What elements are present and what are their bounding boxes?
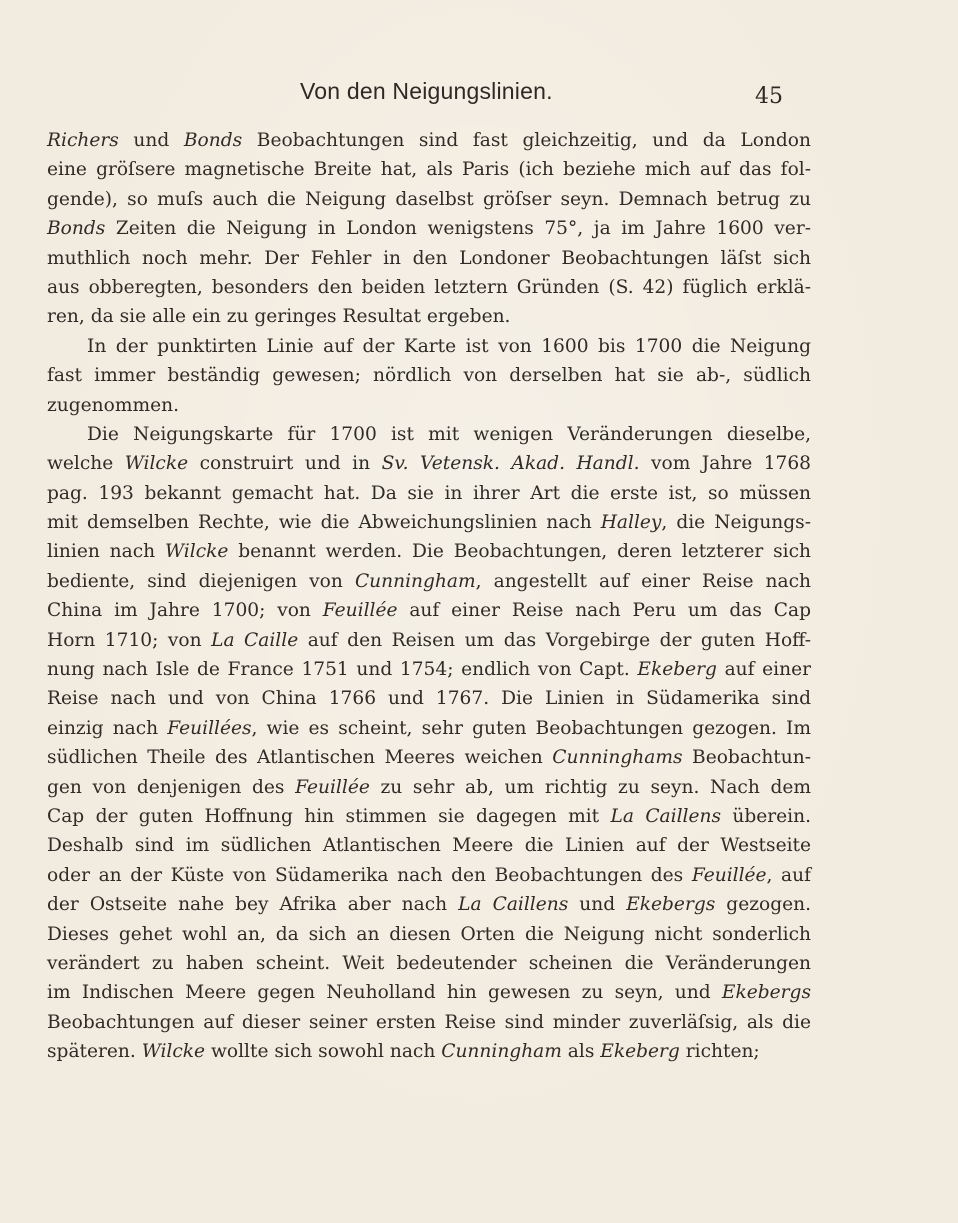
text-line — [47, 332, 811, 361]
text-line — [47, 743, 811, 772]
italic-name: Feuillée — [322, 600, 398, 622]
text-run: gezogen. — [715, 894, 811, 916]
italic-name: Cunninghams — [552, 747, 683, 769]
text-run: und — [118, 130, 184, 151]
text-run: ren, da sie alle ein zu geringes Resultat ergeben. — [47, 306, 511, 328]
text-run: Zeiten die Neigung in London wenigstens 75°, ja im Jahre 1600 ver- — [105, 218, 811, 240]
text-line — [47, 655, 811, 684]
text-line — [47, 978, 811, 1007]
italic-name: La Caille — [211, 629, 299, 651]
text-line — [47, 214, 811, 243]
text-run: auf einer — [716, 659, 811, 681]
text-line — [47, 420, 811, 449]
text-run: Die Neigungskarte für 1700 ist mit wenigen Veränderungen dieselbe, — [87, 423, 811, 445]
italic-name: Halley — [600, 512, 662, 534]
text-run: wollte sich sowohl nach — [205, 1041, 442, 1063]
text-line — [47, 302, 811, 331]
text-run: als — [561, 1041, 601, 1063]
italic-name: Ekebergs — [626, 894, 716, 916]
text-run: Beobachtungen auf dieser seiner ersten Reise sind minder zuverläſsig, als die — [47, 1011, 811, 1033]
text-line — [47, 391, 811, 420]
text-run: vom Jahre 1768 — [639, 453, 812, 475]
text-run: benannt werden. Die Beobachtungen, deren letzterer sich — [228, 541, 811, 563]
italic-name: La Caillens — [610, 805, 721, 827]
italic-name: Cunningham — [354, 570, 476, 592]
italic-name: Sv. Vetensk. Akad. Handl. — [381, 453, 640, 475]
text-run: welche — [47, 453, 125, 475]
italic-name: La Caillens — [458, 894, 569, 916]
text-line — [47, 714, 811, 743]
text-run: Dieses gehet wohl an, da sich an diesen Orten die Neigung nicht sonderlich — [47, 923, 811, 945]
text-line — [47, 1008, 811, 1037]
italic-name: Ekebergs — [721, 982, 811, 1004]
text-line — [47, 537, 811, 566]
text-line — [47, 155, 811, 184]
text-line — [47, 861, 811, 890]
text-run: nung nach Isle de France 1751 und 1754; endlich von Capt. — [47, 659, 638, 681]
italic-name: Feuillée — [691, 864, 767, 886]
text-line — [47, 567, 811, 596]
text-run: zu sehr ab, um richtig zu seyn. Nach dem — [369, 776, 811, 798]
text-run: zugenommen. — [47, 394, 179, 416]
text-run: auf den Reisen um das Vorgebirge der guten Hoff- — [298, 629, 812, 651]
text-line — [47, 479, 811, 508]
text-run: , auf — [766, 864, 811, 886]
text-run: In der punktirten Linie auf der Karte ist von 1600 bis 1700 die Neigung — [87, 335, 811, 357]
text-line — [47, 185, 811, 214]
italic-name: Wilcke — [141, 1041, 206, 1063]
italic-name: Feuillées — [167, 717, 252, 739]
text-run: Reise nach und von China 1766 und 1767. Die Linien in Südamerika sind — [47, 688, 811, 710]
text-run: aus obberegten, besonders den beiden letztern Gründen (S. 42) füglich erklä- — [47, 276, 811, 298]
text-line — [47, 626, 811, 655]
text-run: muthlich noch mehr. Der Fehler in den Londoner Beobachtungen läſst sich — [47, 247, 811, 269]
text-run: und — [568, 894, 627, 916]
text-line — [47, 449, 811, 478]
page-number: 45 — [755, 84, 783, 109]
text-line — [47, 244, 811, 273]
text-line — [47, 684, 811, 713]
text-run: richten; — [679, 1041, 760, 1063]
text-run: späteren. — [47, 1041, 142, 1063]
text-run: mit demselben Rechte, wie die Abweichungslinien nach — [47, 512, 601, 534]
text-line — [47, 773, 811, 802]
text-line — [47, 949, 811, 978]
text-line — [47, 802, 811, 831]
text-run: construirt und in — [188, 453, 382, 475]
italic-name: Feuillée — [295, 776, 370, 798]
text-run: Beobachtun- — [682, 747, 812, 769]
text-line — [47, 126, 811, 155]
text-run: verändert zu haben scheint. Weit bedeutender scheinen die Veränderungen — [47, 952, 811, 974]
text-run: bediente, sind diejenigen von — [47, 570, 355, 592]
text-run: eine gröſsere magnetische Breite hat, als Paris (ich beziehe mich auf das fol- — [47, 159, 811, 181]
italic-name: Richers — [47, 130, 119, 151]
text-run: Deshalb sind im südlichen Atlantischen Meere die Linien auf der Westseite — [47, 835, 811, 857]
text-run: Cap der guten Hoffnung hin stimmen sie dagegen mit — [47, 805, 611, 827]
italic-name: Wilcke — [165, 541, 229, 563]
text-run: , wie es scheint, sehr guten Beobachtungen gezogen. Im — [251, 717, 811, 739]
header-title: Von den Neigungslinien. — [300, 78, 553, 104]
text-line — [47, 508, 811, 537]
text-run: oder an der Küste von Südamerika nach den Beobachtungen des — [47, 864, 692, 886]
text-run: linien nach — [47, 541, 166, 563]
text-line — [47, 273, 811, 302]
text-run: China im Jahre 1700; von — [47, 600, 323, 622]
text-run: pag. 193 bekannt gemacht hat. Da sie in ihrer Art die erste ist, so müssen — [47, 482, 811, 504]
italic-name: Cunningham — [441, 1041, 562, 1063]
text-run: überein. — [721, 805, 811, 827]
text-run: Horn 1710; von — [47, 629, 212, 651]
text-run: einzig nach — [47, 717, 168, 739]
text-run: fast immer beständig gewesen; nördlich von derselben hat sie ab-, südlich — [47, 365, 811, 387]
text-run: gen von denjenigen des — [47, 776, 296, 798]
text-run: auf einer Reise nach Peru um das Cap — [397, 600, 811, 622]
text-run: Beobachtungen sind fast gleichzeitig, und da London — [242, 130, 811, 151]
italic-name: Ekeberg — [600, 1041, 680, 1063]
italic-name: Bonds — [47, 218, 106, 240]
text-run: gende), so muſs auch die Neigung daselbst gröſser seyn. Demnach betrug zu — [47, 188, 811, 210]
text-line — [47, 596, 811, 625]
text-run: , die Neigungs- — [661, 512, 811, 534]
running-head — [0, 78, 958, 108]
text-line — [47, 361, 811, 390]
text-run: südlichen Theile des Atlantischen Meeres weichen — [47, 747, 553, 769]
text-run: im Indischen Meere gegen Neuholland hin gewesen zu seyn, und — [47, 982, 722, 1004]
text-run: der Ostseite nahe bey Afrika aber nach — [47, 894, 459, 916]
text-line — [47, 1037, 811, 1066]
text-line — [47, 890, 811, 919]
text-line — [47, 920, 811, 949]
text-line — [47, 831, 811, 860]
italic-name: Wilcke — [124, 453, 189, 475]
text-run: , angestellt auf einer Reise nach — [475, 570, 811, 592]
italic-name: Ekeberg — [637, 659, 717, 681]
italic-name: Bonds — [183, 130, 243, 151]
body-text — [47, 126, 811, 1067]
